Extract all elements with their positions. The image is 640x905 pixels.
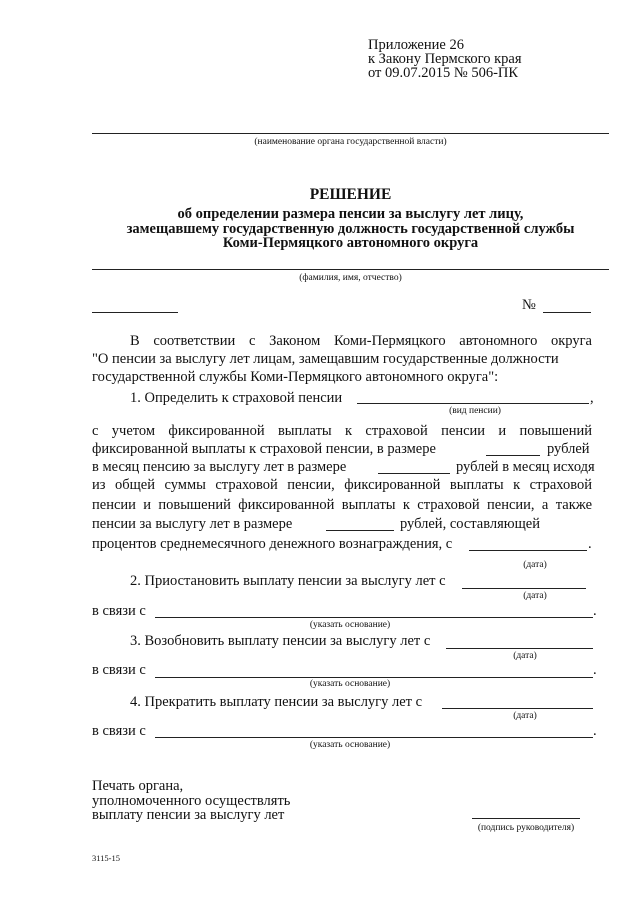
signature-caption: (подпись руководителя) [477, 823, 575, 833]
item1-comma: , [590, 390, 594, 406]
item2-lead: 2. Приостановить выплату пенсии за выслугу лет с [130, 573, 446, 589]
appendix-line-1: Приложение 26 [368, 37, 464, 53]
item4-dot: . [593, 723, 597, 739]
amount-2-line [378, 473, 450, 474]
item2-date-line [462, 588, 586, 589]
decision-number-line [543, 312, 591, 313]
stamp-line-1: Печать органа, [92, 778, 184, 794]
amount-3-line [326, 530, 394, 531]
item4-reason-lead: в связи с [92, 723, 146, 739]
item3-reason-caption: (указать основание) [309, 679, 391, 689]
item1-line-7a: пенсии за выслугу лет в размере [92, 516, 293, 532]
item3-lead: 3. Возобновить выплату пенсии за выслугу лет с [130, 633, 431, 649]
pension-type-line [357, 403, 589, 404]
item4-reason-line [155, 737, 593, 738]
fullname-caption: (фамилия, имя, отчество) [299, 273, 402, 283]
appendix-line-2: к Закону Пермского края [368, 51, 522, 67]
item1-line-6: пенсии и повышений фиксированной выплаты к страховой пенсии, а также [92, 497, 592, 513]
item1-line-4b: рублей в месяц исходя [456, 459, 595, 475]
number-sign: № [522, 297, 536, 313]
pension-type-caption: (вид пенсии) [449, 406, 501, 416]
item2-reason-line [155, 617, 593, 618]
item2-date-caption: (дата) [523, 591, 547, 601]
decision-date-line [92, 312, 178, 313]
item3-reason-lead: в связи с [92, 662, 146, 678]
item2-dot: . [593, 603, 597, 619]
intro-line-3: государственной службы Коми-Пермяцкого автономного округа": [92, 369, 499, 385]
authority-caption: (наименование органа государственной власти) [254, 137, 447, 147]
item1-line-2: с учетом фиксированной выплаты к страховой пенсии и повышений [92, 423, 592, 439]
intro-line-2: "О пенсии за выслугу лет лицам, замещавшим государственные должности [92, 351, 559, 367]
footer-code: 3115-15 [92, 853, 121, 863]
item4-lead: 4. Прекратить выплату пенсии за выслугу лет с [130, 694, 423, 710]
authority-line [92, 133, 609, 134]
item1-lead: 1. Определить к страховой пенсии [130, 390, 343, 406]
subtitle-line-2: замещавшему государственную должность государственной службы [126, 221, 575, 237]
item4-reason-caption: (указать основание) [309, 740, 391, 750]
item2-reason-lead: в связи с [92, 603, 146, 619]
item1-line-4a: в месяц пенсию за выслугу лет в размере [92, 459, 347, 475]
intro-line-1: В соответствии с Законом Коми-Пермяцкого автономного округа [130, 333, 592, 349]
document-title: РЕШЕНИЕ [309, 186, 392, 203]
start-date-caption: (дата) [523, 560, 547, 570]
item1-dot: . [588, 536, 592, 552]
amount-1-line [486, 455, 540, 456]
item1-line-3b: рублей [547, 441, 590, 457]
item4-date-caption: (дата) [513, 711, 537, 721]
item3-dot: . [593, 662, 597, 678]
stamp-line-2: уполномоченного осуществлять [92, 793, 291, 809]
item1-line-7b: рублей, составляющей [400, 516, 541, 532]
item1-line-3a: фиксированной выплаты к страховой пенсии, в размере [92, 441, 436, 457]
signature-line [472, 818, 580, 819]
item1-line-8: процентов среднемесячного денежного вознаграждения, с [92, 536, 453, 552]
item4-date-line [442, 708, 593, 709]
subtitle-line-1: об определении размера пенсии за выслугу лет лицу, [177, 206, 524, 222]
appendix-line-3: от 09.07.2015 № 506-ПК [368, 65, 519, 81]
item1-line-5: из общей суммы страховой пенсии, фиксированной выплаты к страховой [92, 477, 592, 493]
start-date-line [469, 550, 587, 551]
stamp-line-3: выплату пенсии за выслугу лет [92, 807, 285, 823]
item3-date-line [446, 648, 593, 649]
fullname-line [92, 269, 609, 270]
subtitle-line-3: Коми-Пермяцкого автономного округа [222, 235, 479, 251]
item3-date-caption: (дата) [513, 651, 537, 661]
item2-reason-caption: (указать основание) [309, 620, 391, 630]
item3-reason-line [155, 677, 593, 678]
